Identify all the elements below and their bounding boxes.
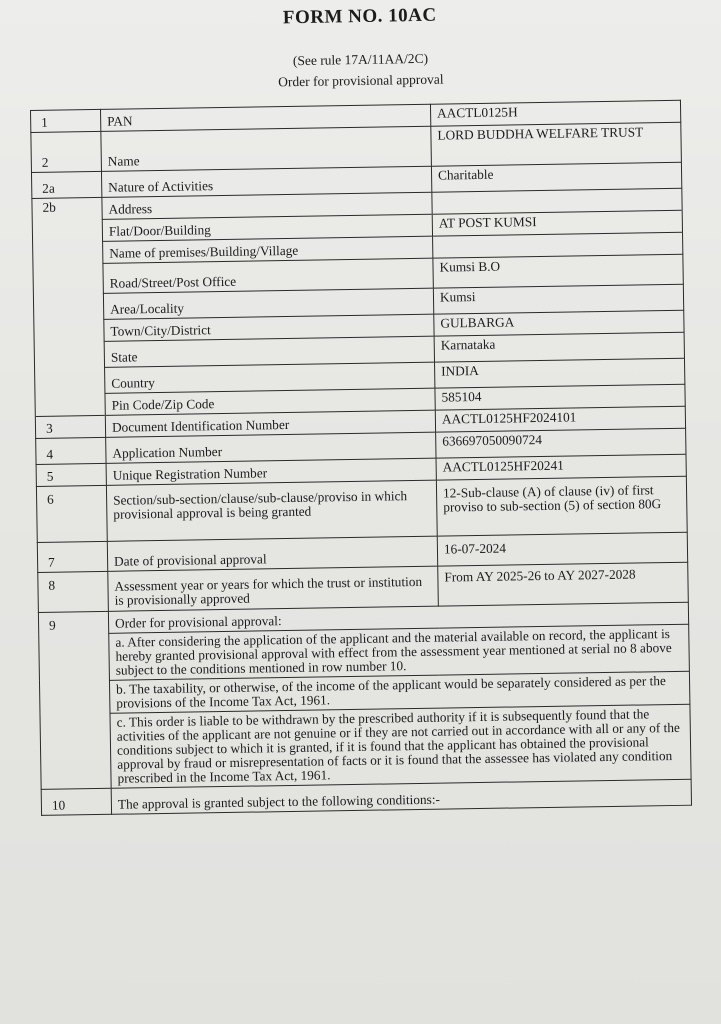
row-number: 10 <box>41 788 111 815</box>
order-paragraph-c: c. This order is liable to be withdrawn by the prescribed authority if it is subsequently found that the activities of the applicant are not genuine or if they are not carried out in accordance with all or any of the conditions subject to which it is granted, if it is found that the applicant has obtained the provisional approval by fraud or misrepresentation of facts or it is found that the assessee has violated any condition prescribed in the Income Tax Act, 1961. <box>110 704 691 788</box>
field-value: 636697050090724 <box>436 428 686 458</box>
row-number: 2 <box>31 131 102 172</box>
row-number: 3 <box>35 415 105 438</box>
table-row-order-para-c <box>40 704 691 789</box>
field-label: Unique Registration Number <box>106 458 436 485</box>
field-label: Country <box>105 362 435 393</box>
field-label: PAN <box>100 104 430 131</box>
approval-details-table <box>30 100 692 816</box>
field-value: AACTL0125H <box>430 100 680 126</box>
field-value: GULBARGA <box>434 310 684 336</box>
field-value: From AY 2025-26 to AY 2027-2028 <box>438 562 689 606</box>
field-label: Name of premises/Building/Village <box>103 236 433 263</box>
table-row-section <box>36 476 687 542</box>
field-value: Karnataka <box>434 332 684 362</box>
field-label: Document Identification Number <box>105 410 435 437</box>
form-header <box>0 0 720 90</box>
field-label: Date of provisional approval <box>107 536 437 571</box>
field-label: Address <box>102 192 432 219</box>
field-value: LORD BUDDHA WELFARE TRUST <box>431 122 682 166</box>
row-number: 1 <box>31 109 101 132</box>
field-label: Area/Locality <box>103 288 433 319</box>
field-value: AACTL0125HF2024101 <box>435 406 685 432</box>
order-paragraph-a: a. After considering the application of the applicant and the material available on record, the applicant is hereby granted provisional approval with effect from the assessment year mentioned at serial no 8 above subject to the conditions mentioned in row number 10. <box>109 624 690 680</box>
row-number: 7 <box>37 541 107 572</box>
field-value: Charitable <box>431 162 681 192</box>
row-number: 5 <box>36 463 106 486</box>
form-title: FORM NO. 10AC <box>282 4 437 29</box>
field-value: 585104 <box>435 384 685 410</box>
field-label: Assessment year or years for which the trust or institution is provisionally approved <box>108 566 439 611</box>
field-label: Pin Code/Zip Code <box>105 388 435 415</box>
field-label: Nature of Activities <box>101 166 431 197</box>
order-heading: Order for provisional approval <box>278 71 444 90</box>
field-label: Application Number <box>106 432 436 463</box>
field-label: Road/Street/Post Office <box>103 258 433 293</box>
rule-reference: (See rule 17A/11AA/2C) <box>292 50 429 69</box>
field-label: Name <box>101 126 432 171</box>
field-value: AT POST KUMSI <box>432 210 682 236</box>
row-number: 9 <box>38 611 111 789</box>
row-number: 6 <box>36 485 107 542</box>
order-paragraph-b: b. The taxability, or otherwise, of the income of the applicant would be separately considered as per the provisions of the Income Tax Act, 1961. <box>109 671 689 713</box>
row-number: 8 <box>38 571 109 612</box>
row-number: 2a <box>31 171 101 198</box>
field-label: Flat/Door/Building <box>102 214 432 241</box>
field-value: AACTL0125HF20241 <box>436 454 686 480</box>
field-value: 12-Sub-clause (A) of clause (iv) of first proviso to sub-section (5) of section 80G <box>436 476 687 536</box>
field-value: 16-07-2024 <box>437 532 687 566</box>
field-label: Order for provisional approval: <box>108 602 688 633</box>
field-value: Kumsi B.O <box>433 254 683 288</box>
field-label: The approval is granted subject to the following conditions:- <box>111 779 691 814</box>
field-label: Section/sub-section/clause/sub-clause/proviso in which provisional approval is being granted <box>106 480 437 541</box>
field-value: INDIA <box>435 358 685 388</box>
row-number: 4 <box>36 437 106 464</box>
field-label: Town/City/District <box>104 314 434 341</box>
row-number: 2b <box>32 197 105 416</box>
field-value: Kumsi <box>433 284 683 314</box>
field-label: State <box>104 336 434 367</box>
